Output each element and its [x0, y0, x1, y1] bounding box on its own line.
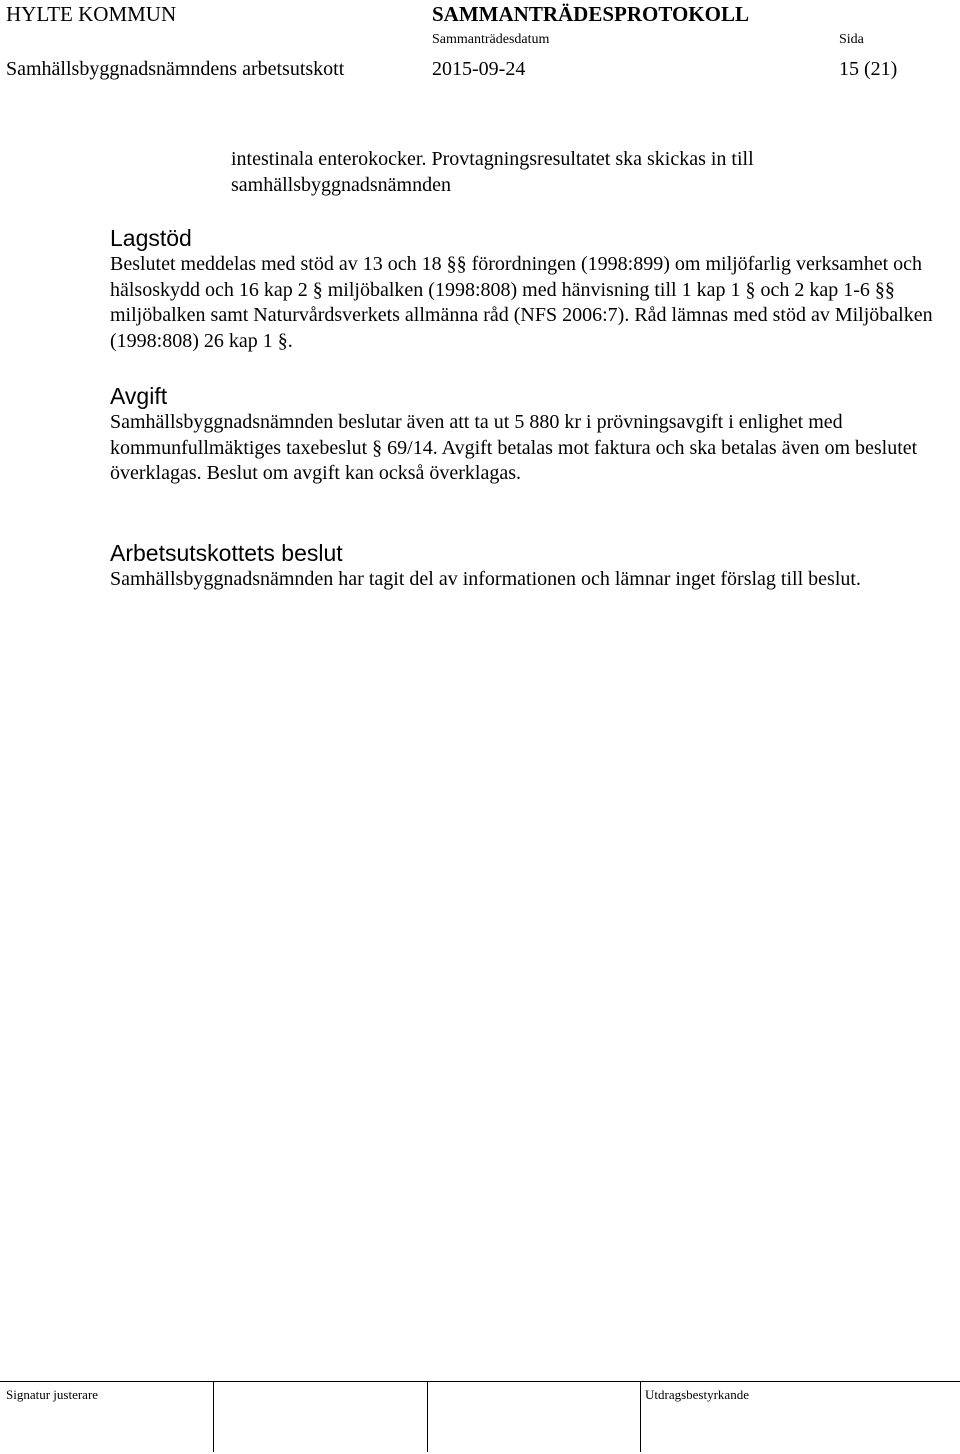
section-heading: Lagstöd	[110, 225, 192, 251]
page-label: Sida	[839, 32, 864, 47]
signature-cell-divider	[427, 1382, 428, 1452]
section-text: Beslutet meddelas med stöd av 13 och 18 §§ förordningen (1998:899) om miljöfarlig verksamhet och hälsoskydd och 16 kap 2 § miljöbalken (1998:808) med hänvisning till 1 kap 1 § och 2 kap 1-6 §§ miljöbalken samt Naturvårdsverkets allmänna råd (NFS 2006:7). Råd lämnas med stöd av Miljöbalken (1998:808) 26 kap 1 §.	[110, 253, 933, 352]
signature-label: Signatur justerare	[6, 1387, 99, 1402]
section-avgift	[110, 382, 940, 487]
extract-label: Utdragsbestyrkande	[645, 1387, 749, 1402]
continued-paragraph: intestinala enterokocker. Provtagningsresultatet ska skickas in till samhällsbyggnadsnämnden	[231, 148, 754, 196]
committee-name: Samhällsbyggnadsnämndens arbetsutskott	[6, 58, 345, 80]
section-heading: Arbetsutskottets beslut	[110, 540, 343, 566]
meeting-date: 2015-09-24	[432, 58, 526, 80]
signature-cell-divider	[213, 1382, 214, 1452]
page-number: 15 (21)	[839, 58, 898, 80]
section-text: Samhällsbyggnadsnämnden har tagit del av informationen och lämnar inget förslag till beslut.	[110, 568, 861, 590]
section-text: Samhällsbyggnadsnämnden beslutar även att ta ut 5 880 kr i prövningsavgift i enlighet med kommunfullmäktiges taxebeslut § 69/14. Avgift betalas mot faktura och ska betalas även om beslutet överklagas. Beslut om avgift kan också överklagas.	[110, 411, 918, 484]
meeting-date-label: Sammanträdesdatum	[432, 32, 550, 47]
section-heading: Avgift	[110, 383, 168, 409]
section-arbetsutskottets-beslut	[110, 539, 940, 593]
organization-name: HYLTE KOMMUN	[6, 2, 177, 26]
extract-cell	[640, 1382, 749, 1452]
section-lagstod	[110, 224, 940, 354]
document-type: SAMMANTRÄDESPROTOKOLL	[432, 2, 749, 26]
signature-table	[0, 1381, 960, 1452]
